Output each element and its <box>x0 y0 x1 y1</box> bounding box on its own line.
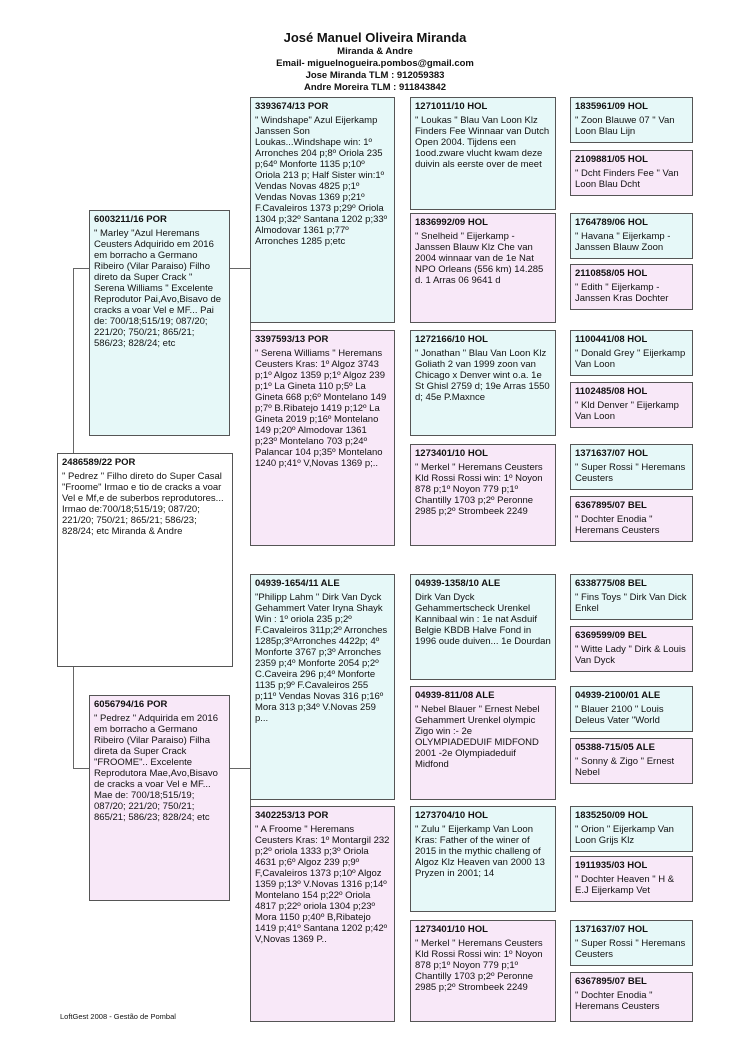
gen4-description: " Super Rossi " Heremans Ceusters <box>575 462 686 484</box>
gen4-card <box>570 382 693 428</box>
great-grandparent-card <box>410 806 556 912</box>
great-grandparent-ring: 04939-811/08 ALE <box>415 690 495 701</box>
gen4-card <box>570 496 693 542</box>
great-grandparent-card <box>410 444 556 546</box>
grandparent-description: " A Froome " Heremans Ceusters Kras: 1º Montargil 232 p;2º oriola 1333 p;3º Oriola 4631 p;6º Algoz 239 p;9º F,Cavaleiros 1373 p;10º Algoz 1359 p;13º V.Novas 1316 p;14º Montelano 154 p;22º Oriola 4817 p;22º oriola 1304 p;23º Mora 1150 p;40º B,Ribatejo 1419 p;41º Santana 1202 p;42º V,Novas 1369 P.. <box>255 824 390 945</box>
gen4-ring: 6367895/07 BEL <box>575 500 647 511</box>
great-grandparent-card <box>410 686 556 800</box>
gen4-ring: 1371637/07 HOL <box>575 924 648 935</box>
gen4-ring: 1100441/08 HOL <box>575 334 648 345</box>
gen4-description: " Dochter Heaven " H & E.J Eijerkamp Vet <box>575 874 675 896</box>
contact-phone-andre: Andre Moreira TLM : 911843842 <box>303 82 447 93</box>
grandparent-card <box>250 330 395 546</box>
grandparent-ring: 3397593/13 POR <box>255 334 329 345</box>
great-grandparent-description: " Loukas " Blau Van Loon Klz Finders Fee Winnaar van Dutch Open 2004. Tijdens een 1ood.zware vlucht kwam deze duivin als eerste over de meet <box>415 115 550 170</box>
gen4-ring: 1835961/09 HOL <box>575 101 648 112</box>
gen4-card <box>570 856 693 902</box>
great-grandparent-description: " Snelheid " Eijerkamp - Janssen Blauw Klz Che van 2004 winnaar van de 1e Nat NPO Orleans (556 km) 14.285 d. 1 Arras 06 9641 d <box>415 231 544 286</box>
great-grandparent-description: Dirk Van Dyck Gehammertscheck Urenkel Kannibaal win : 1e nat Asduif Belgie KBDB Halve Fond in 1996 oude duiven... 1e Dourdan <box>415 592 551 647</box>
gen4-description: " Dochter Enodia " Heremans Ceusters <box>575 990 660 1012</box>
gen4-description: " Zoon Blauwe 07 " Van Loon Blau Lijn <box>575 115 675 137</box>
gen4-card <box>570 626 693 672</box>
footer-credit: LoftGest 2008 - Gestão de Pombal <box>60 1012 176 1021</box>
grandparent-ring: 04939-1654/11 ALE <box>255 578 340 589</box>
gen4-description: " Super Rossi " Heremans Ceusters <box>575 938 686 960</box>
gen4-description: " Witte Lady " Dirk & Louis Van Dyck <box>575 644 686 666</box>
great-grandparent-ring: 1273401/10 HOL <box>415 924 488 935</box>
grandparent-ring: 3402253/13 POR <box>255 810 329 821</box>
gen4-card <box>570 920 693 966</box>
great-grandparent-ring: 1271011/10 HOL <box>415 101 488 112</box>
gen4-ring: 2109881/05 HOL <box>575 154 648 165</box>
grandparent-card <box>250 574 395 800</box>
gen4-description: " Kld Denver " Eijerkamp Van Loon <box>575 400 679 422</box>
great-grandparent-card <box>410 213 556 323</box>
great-grandparent-description: " Merkel " Heremans Ceusters Kld Rossi Rossi win: 1º Noyon 878 p;1º Noyon 779 p;1º Chantilly 1703 p;2º Peronne 2985 p;2º Strombeek 2249 <box>415 462 543 517</box>
gen4-ring: 1835250/09 HOL <box>575 810 648 821</box>
grandparent-card <box>250 97 395 323</box>
sire-ring: 6003211/16 POR <box>94 214 167 225</box>
grandparent-card <box>250 806 395 1022</box>
gen4-card <box>570 330 693 376</box>
gen4-card <box>570 686 693 732</box>
great-grandparent-card <box>410 97 556 210</box>
gen4-description: " Blauer 2100 " Louis Deleus Vater "World <box>575 704 664 726</box>
dam-ring: 6056794/16 POR <box>94 699 168 710</box>
dam-card <box>89 695 230 901</box>
great-grandparent-card <box>410 920 556 1022</box>
great-grandparent-card <box>410 574 556 680</box>
gen4-description: " Sonny & Zigo " Ernest Nebel <box>575 756 675 778</box>
owner-name: José Manuel Oliveira Miranda <box>283 30 467 45</box>
great-grandparent-ring: 1272166/10 HOL <box>415 334 488 345</box>
gen4-ring: 05388-715/05 ALE <box>575 742 655 753</box>
gen4-card <box>570 150 693 196</box>
gen4-card <box>570 806 693 852</box>
grandparent-description: " Windshape" Azul Eijerkamp Janssen Son Loukas...Windshape win: 1º Arronches 204 p;8º Oriola 235 p;64º Monforte 1135 p;10º Oriola 213 p; Half Sister win:1º Vendas Novas 4825 p;1º Vendas Novas 1369 p;21º F.Cavaleiros 1373 p;29º Oriola 1304 p;32º Santana 1202 p;33º Almodovar 1361 p;77º Arronches 1285 p;etc <box>255 115 388 247</box>
sire-description: " Marley "Azul Heremans Ceusters Adquirido em 2016 em borracho a Germano Ribeiro (Vilar Paraiso) Filho direto da Super Crack " Serena Williams " Excelente Reprodutor Pai,Avo,Bisavo de cracks a voar Vel e MF... Pai de: 700/18;515/19; 087/20; 221/20; 750/21; 865/21; 586/23; 828/24; etc <box>94 228 222 349</box>
gen4-description: " Dcht Finders Fee " Van Loon Blau Dcht <box>575 168 679 190</box>
sire-card <box>89 210 230 436</box>
great-grandparent-ring: 1273704/10 HOL <box>415 810 488 821</box>
gen4-description: " Havana " Eijerkamp - Janssen Blauw Zoon <box>575 231 671 253</box>
subject-description: " Pedrez " Filho direto do Super Casal "Froome" Irmao e tio de cracks a voar Vel e Mf,e de suberbos reprodutores... Irmao de:700/18;515/19; 087/20; 221/20; 750/21; 865/21; 586/23; 828/24; etc Miranda & Andre <box>62 471 224 537</box>
grandparent-description: "Philipp Lahm " Dirk Van Dyck Gehammert Vater Iryna Shayk Win : 1º oriola 235 p;2º F.Cavaleiros 311p;2º Arronches 1285p;3ºArronches 4422p; 4º Monforte 3767 p;3º Arronches 2359 p;4º Monforte 2054 p;2º C.Caveira 296 p;4º Monforte 1135 p;9º F.Cavaleiros 255 p;11º Vendas Novas 316 p;16º Mora 313 p;34º V.Novas 259 p... <box>255 592 388 724</box>
team-name: Miranda & Andre <box>337 46 413 57</box>
gen4-card <box>570 574 693 620</box>
great-grandparent-card <box>410 330 556 436</box>
great-grandparent-description: " Zulu " Eijerkamp Van Loon Kras: Father of the winer of 2015 in the mythic challeng of Algoz Klz Heaven van 2000 13 Pryzen in 2001; 14 <box>415 824 545 879</box>
gen4-description: " Orion " Eijerkamp Van Loon Grijs Klz <box>575 824 674 846</box>
gen4-ring: 6338775/08 BEL <box>575 578 647 589</box>
gen4-description: " Donald Grey " Eijerkamp Van Loon <box>575 348 686 370</box>
grandparent-description: " Serena Williams " Heremans Ceusters Kras: 1º Algoz 3743 p;1º Algoz 1359 p;1º Algoz 239 p;1º La Gineta 110 p;5º La Gineta 668 p;6º Montelano 149 p;7º B.Ribatejo 1419 p;12º La Gineta 2019 p;16º Montelano 149 p;20º Almodovar 1361 p;23º Montelano 703 p;24º Palancar 104 p;35º Montelano 1240 p;41º V,Novas 1369 p;.. <box>255 348 387 469</box>
grandparent-ring: 3393674/13 POR <box>255 101 329 112</box>
gen4-card <box>570 444 693 490</box>
gen4-ring: 6369599/09 BEL <box>575 630 647 641</box>
great-grandparent-ring: 1273401/10 HOL <box>415 448 488 459</box>
subject-card <box>57 453 233 667</box>
gen4-ring: 04939-2100/01 ALE <box>575 690 661 701</box>
contact-email: Email- miguelnogueira.pombos@gmail.com <box>276 58 474 69</box>
great-grandparent-ring: 1836992/09 HOL <box>415 217 488 228</box>
gen4-description: " Edith " Eijerkamp - Janssen Kras Dochter <box>575 282 669 304</box>
gen4-description: " Fins Toys " Dirk Van Dick Enkel <box>575 592 687 614</box>
great-grandparent-description: " Nebel Blauer " Ernest Nebel Gehammert Urenkel olympic Zigo win :- 2e OLYMPIADEDUIF MIDFOND 2001 -2e Olympiadeduif Midfond <box>415 704 540 770</box>
gen4-ring: 2110858/05 HOL <box>575 268 648 279</box>
gen4-card <box>570 97 693 143</box>
gen4-ring: 1371637/07 HOL <box>575 448 648 459</box>
gen4-card <box>570 213 693 259</box>
gen4-ring: 1911935/03 HOL <box>575 860 648 871</box>
great-grandparent-description: " Jonathan " Blau Van Loon Klz Goliath 2 van 1999 zoon van Chicago x Denver wint o.a. 1e St Ghisl 2759 d; 19e Arras 1550 d; 45e P.Maxnce <box>415 348 550 403</box>
gen4-card <box>570 264 693 310</box>
great-grandparent-ring: 04939-1358/10 ALE <box>415 578 501 589</box>
gen4-description: " Dochter Enodia " Heremans Ceusters <box>575 514 660 536</box>
gen4-card <box>570 972 693 1022</box>
contact-phone-jose: Jose Miranda TLM : 912059383 <box>305 70 445 81</box>
great-grandparent-description: " Merkel " Heremans Ceusters Kld Rossi Rossi win: 1º Noyon 878 p;1º Noyon 779 p;1º Chantilly 1703 p;2º Peronne 2985 p;2º Strombeek 2249 <box>415 938 543 993</box>
gen4-ring: 1102485/08 HOL <box>575 386 648 397</box>
gen4-card <box>570 738 693 784</box>
gen4-ring: 1764789/06 HOL <box>575 217 648 228</box>
subject-ring: 2486589/22 POR <box>62 457 136 468</box>
dam-description: " Pedrez " Adquirida em 2016 em borracho a Germano Ribeiro (Vilar Paraiso) Filha direta da Super Crack "FROOME".. Excelente Reprodutora Mae,Avo,Bisavo de cracks a voar Vel e MF... Mae de: 700/18;515/19; 087/20; 221/20; 750/21; 865/21; 586/23; 828/24; etc <box>94 713 218 823</box>
gen4-ring: 6367895/07 BEL <box>575 976 647 987</box>
